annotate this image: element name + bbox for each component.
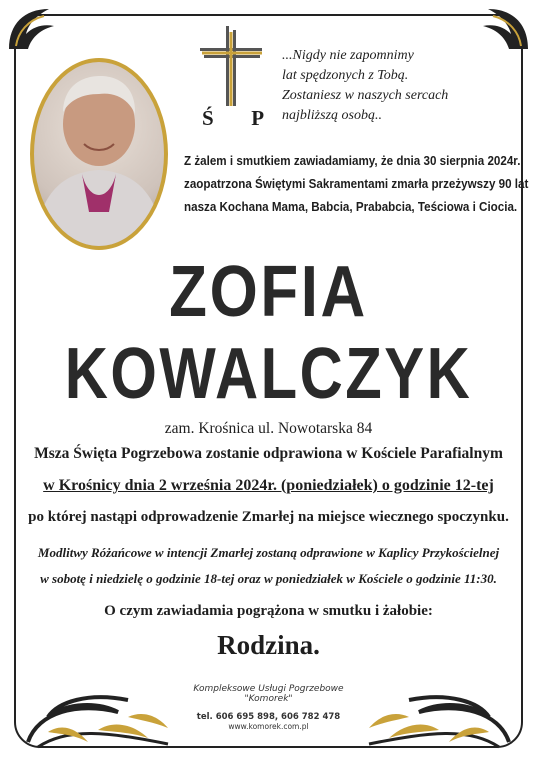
- ornament-corner-icon: [4, 4, 74, 54]
- funeral-home-website: www.komorek.com.pl: [228, 722, 309, 731]
- cross-icon: [196, 26, 266, 106]
- portrait-photo: [30, 58, 168, 250]
- funeral-date-text: w Krośnicy dnia 2 września 2024r. (poniedziałek) o godzinie 12-tej: [43, 477, 494, 494]
- poem-line: lat spędzonych z Tobą.: [282, 68, 409, 83]
- memorial-poem: [282, 46, 512, 126]
- family-signature: Rodzina.: [217, 630, 320, 660]
- initial-left: Ś: [202, 106, 215, 130]
- notice-line: O czym zawiadamia pogrążona w smutku i żałobie:: [104, 603, 433, 619]
- ornament-scroll-icon: [18, 672, 178, 752]
- rosary-schedule-line: w sobotę i niedzielę o godzinie 18-tej oraz w poniedziałek w Kościele o godzinie 11:30.: [40, 571, 497, 586]
- funeral-home-phones: tel. 606 695 898, 606 782 478: [196, 712, 341, 722]
- initial-right: P: [251, 106, 266, 130]
- funeral-home-name: "Komorek": [244, 694, 293, 704]
- funeral-home-tagline: Kompleksowe Usługi Pogrzebowe: [193, 684, 344, 694]
- address-line: zam. Krośnica ul. Nowotarska 84: [164, 420, 373, 437]
- funeral-date-line: [0, 477, 537, 495]
- rosary-line: Modlitwy Różańcowe w intencji Zmarłej zostaną odprawione w Kaplicy Przykościelnej: [37, 545, 500, 560]
- initials: [202, 106, 265, 131]
- intro-line: zaopatrzona Świętymi Sakramentami zmarła przeżywszy 90 lat: [184, 177, 529, 191]
- intro-line: nasza Kochana Mama, Babcia, Prababcia, Teściowa i Ciocia.: [184, 200, 518, 214]
- intro-line: Z żalem i smutkiem zawiadamiamy, że dnia 30 sierpnia 2024r.: [184, 154, 521, 168]
- deceased-last-name: KOWALCZYK: [64, 334, 473, 414]
- poem-line: najbliższą osobą..: [282, 108, 382, 123]
- funeral-home-info: [170, 682, 367, 746]
- poem-line: Zostaniesz w naszych sercach: [282, 88, 449, 103]
- burial-line: po której nastąpi odprowadzenie Zmarłej na miejsce wiecznego spoczynku.: [28, 509, 509, 525]
- funeral-mass-line: Msza Święta Pogrzebowa zostanie odprawiona w Kościele Parafialnym: [34, 445, 503, 462]
- announcement-intro: [184, 150, 529, 219]
- poem-line: ...Nigdy nie zapomnimy: [282, 48, 414, 63]
- deceased-first-name: ZOFIA: [169, 252, 368, 332]
- ornament-scroll-icon: [359, 672, 519, 752]
